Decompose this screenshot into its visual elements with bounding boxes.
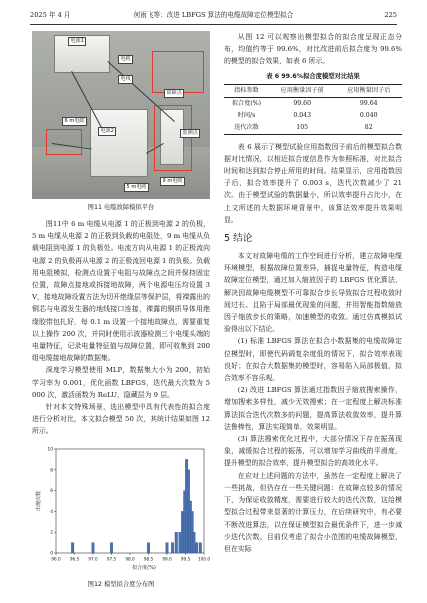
y-tick-label: 2 [50, 530, 53, 536]
table-cell: 时间/s [237, 111, 256, 119]
body-paragraph: (2) 改进 LBFGS 算法通过指数因子缩放搜索操作，增加搜索多样性，减少无效搜索；在一定程度上解决标准算法拟合迭代次数多的问题，提高算法收敛效率，提升算法鲁棒性，算法实现简单，效果明显。 [224, 386, 402, 431]
y-tick-label: 8 [50, 467, 53, 473]
histogram-bar [199, 542, 202, 552]
x-tick-label: 97.0 [88, 556, 98, 562]
load-box [152, 51, 204, 93]
label-wire: 电线 [118, 75, 133, 84]
header-rule [30, 24, 397, 25]
body-paragraph: 表 6 展示了模型试验应用指数因子前后的模型拟合数据对比情况，以相近拟合度信息作为参照标准，对比拟合时间和达到拟合停止所用的时间。结果显示，应用指数因子后，拟合效率提升了 0.003 s，迭代次数减少了 21 次。由于模型试验的数据量小，所以效率提升占比小，在上文所述的大数据环境背景中，该算法效率提升效果明显。 [224, 142, 402, 224]
body-paragraph: 图11中 6 m 电缆从电源 1 的正极到电源 2 的负极，5 m 电缆从电源 2 的正极到负载的电阻处，9 m 电缆从负载电阻到电源 1 的负极处。电流方向从电源 1 的正极流向电源 2 的负极再从电源 2 的正极流回电源 1 的负极。负载用电阻模拟，检测点设置于电阻与故障点之间并保持固定位置，故障点接地或拆接地故障，两个电源电压均设置 3 V，接地故障设置方法为切开绝缘层等保护层，将裸露出的铜芯与电源发生器的地线接口连接，裸露的铜质导体用绝缘胶带包扎好，每 0.1 m 设置一个接地故障点，需要重复以上操作 200 次，并同时使用示波器检测三个电缆头端的电量特征，记录电量特征值与故障位置，即可收集到 200 组电缆接地故障的数据集。 [32, 220, 210, 363]
fault-point-box [46, 129, 82, 155]
body-paragraph: 深度学习模型使用 MLP，数据集大小为 200，初始学习率为 0.001，优化函数 LBFGS，迭代最大次数为 5 000 次，激活函数为 ReLU，隐藏层为 9 层。 [32, 366, 210, 399]
table-cell: 迭代次数 [234, 123, 259, 131]
x-tick-label: 96.5 [69, 556, 80, 562]
x-tick-label: 97.5 [106, 556, 117, 562]
table-header-cell: 应用衡量因子前 [280, 86, 324, 94]
y-tick-label: 4 [50, 509, 53, 515]
table-cell: 99.64 [359, 99, 378, 107]
table-header-cell: 应用衡量因子后 [347, 86, 391, 94]
x-tick-label: 99.5 [180, 556, 191, 562]
y-tick-label: 6 [50, 488, 53, 494]
table-cell: 82 [364, 123, 373, 131]
table-cell: 0.040 [359, 111, 378, 119]
label-cable-9m: 9 m电缆 [160, 177, 185, 186]
x-axis-label: 拟合度(%) [132, 564, 156, 571]
table-cell: 99.60 [293, 99, 312, 107]
body-paragraph: (1) 标准 LBFGS 算法在拟合小数据集的电缆故障定位模型时，即使代码调复杂度低的情况下，拟合效率表现良好；在拟合大数据集的模型时，容易陷入局部极值，拟合效率不容乐观。 [224, 337, 402, 383]
histogram-bar [179, 532, 182, 553]
histogram-bar [147, 542, 150, 552]
table-cell: 105 [296, 123, 309, 131]
table-cell: 0.043 [293, 111, 312, 119]
page-number: 225 [384, 11, 397, 19]
monitor-point-box [154, 105, 192, 171]
x-tick-label: 99.0 [162, 556, 172, 562]
running-header [30, 8, 397, 22]
table-row [224, 122, 402, 135]
x-tick-label: 98.0 [125, 556, 135, 562]
histogram-bar [71, 542, 74, 552]
histogram-bar [92, 542, 95, 552]
y-axis-label: 出现次数 [36, 490, 42, 511]
figure-11-caption: 图11 电缆故障模拟平台 [87, 204, 155, 211]
section-heading: 5 结论 [224, 233, 253, 245]
body-paragraph: 在应对上述问题的方法中，虽然在一定程度上解决了一些挑战，但仍存在一些关键问题：在故障点较多的情况下，为保证收敛精度，需要进行较大的迭代次数，这给模型拟合过程带来显著的计算压力，在后续研究中，有必要不断改进算法，以在保证模型拟合最优条件下，进一步减少迭代次数。目前仅考虑了拟合小范围的电缆故障模型，但在实际 [224, 471, 402, 553]
label-power-1: 电源1 [68, 37, 86, 46]
body-paragraph: 本文对故障电缆的工作空间进行分析，建立故障电缆环境模型，根据故障位置差异，捕捉电量特征，构造电缆故障定位模型，通过加入缩放因子的 LBFGS 优化算法，解决因故障电缆模型不可靠拟合步长导致拟合过程收敛时间过长、且陷于局部最优现象的问题，并用智能指数缩放因子缩放步长的策略，加速模型的收敛。通过仿真模拟试验得出以下结论。 [224, 252, 402, 334]
histogram-bar [171, 542, 174, 552]
header-date: 2025 年 4 月 [30, 11, 71, 19]
histogram-bar [175, 532, 178, 553]
fault-simulation-photo [32, 31, 210, 199]
table-header-cell: 指标参数 [234, 86, 259, 94]
histogram-bar [166, 542, 169, 552]
x-tick-label: 100.0 [198, 556, 210, 562]
table-header-row [224, 84, 402, 97]
histogram-bar [195, 542, 198, 552]
table-row [224, 110, 402, 122]
label-cable-6m: 6 m电缆 [62, 117, 87, 126]
figure-12-caption: 图12 模型拟合度分布图 [87, 580, 155, 588]
label-power-2: 电源2 [98, 127, 116, 136]
power-supply-2 [90, 109, 148, 177]
x-tick-label: 96.0 [51, 556, 61, 562]
body-paragraph: 从图 12 可以观察出模型拟合的拟合度呈现正态分布，均值约等于 99.6%，对比改进前后拟合度为 99.6%的模型的拟合效果，如表 6 所示。 [224, 33, 402, 66]
histogram-bar [193, 532, 196, 553]
fit-distribution-chart [32, 441, 210, 573]
table-row [224, 97, 402, 110]
y-tick-label: 0 [50, 551, 53, 557]
x-tick-label: 98.5 [143, 556, 154, 562]
y-tick-label: 10 [47, 447, 53, 453]
label-cable-5m: 5 m电缆 [124, 183, 149, 192]
label-monitor-point: 监测点 [180, 129, 200, 138]
left-column [32, 31, 210, 595]
table-6-caption: 表 6 99.6%拟合度模型对比结果 [266, 72, 360, 80]
header-title: 何雨飞等：改进 LBFGS 算法的电缆故障定位模型拟合 [133, 11, 294, 19]
right-column [224, 31, 402, 555]
comparison-table [224, 84, 402, 135]
histogram-bar [110, 542, 113, 552]
label-fault-point: 故障点 [164, 89, 184, 98]
label-cable: 电缆 [118, 55, 133, 64]
table-cell: 拟合度(%) [231, 99, 262, 107]
body-paragraph: (3) 算法搜索优化过程中，大部分情况下存在振荡现象，减缓拟合过程的振荡，可以增加学习曲线的平滑度，提升模型的拟合效率，提升模型拟合的高效化水平。 [224, 435, 402, 468]
body-paragraph: 针对本文特殊场景，选出模型中具有代表性的拟合度进行分析对比，本文拟合模型 50 次，其统计结果如图 12 所示。 [32, 403, 210, 436]
